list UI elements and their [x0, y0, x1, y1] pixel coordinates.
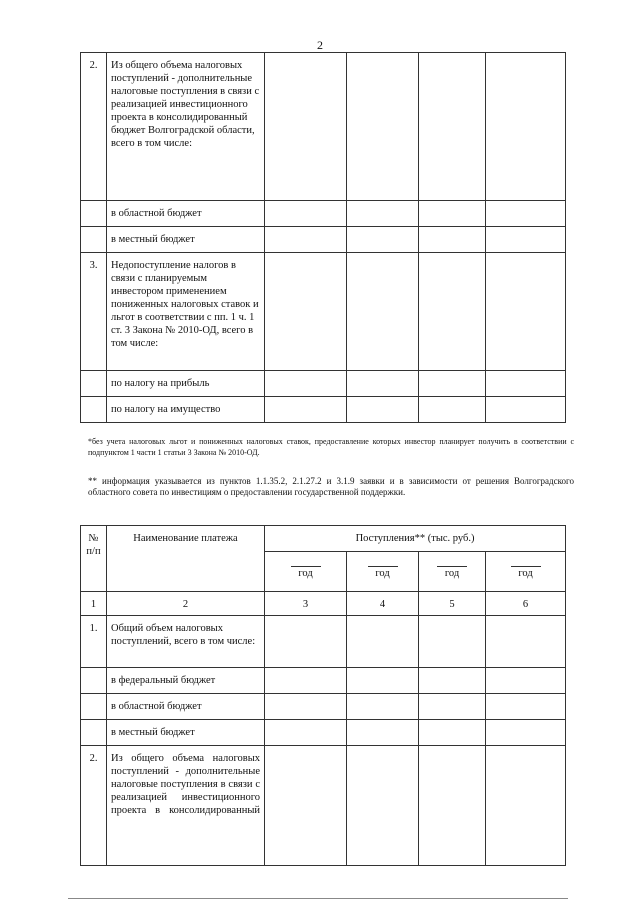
column-number: 4 — [347, 592, 419, 616]
row-label: в областной бюджет — [107, 694, 265, 720]
cell — [265, 53, 347, 201]
cell — [347, 668, 419, 694]
table-row — [81, 694, 566, 720]
table-row — [81, 201, 566, 227]
page-bottom-divider — [68, 898, 568, 899]
row-number — [81, 227, 107, 253]
column-number: 1 — [81, 592, 107, 616]
cell — [265, 201, 347, 227]
cell — [265, 720, 347, 746]
cell — [347, 201, 419, 227]
cell — [486, 53, 566, 201]
cell — [347, 746, 419, 866]
footnote-info-source: ** информация указывается из пунктов 1.1.35.2, 2.1.27.2 и 3.1.9 заявки и в зависимости от решения Волгоградского областного совета по инвестициям о предоставлении государственной поддержки. — [88, 476, 574, 497]
table-row — [81, 746, 566, 866]
column-number: 2 — [107, 592, 265, 616]
cell — [347, 616, 419, 668]
cell — [419, 253, 486, 371]
cell — [265, 397, 347, 423]
cell — [486, 227, 566, 253]
table-row — [81, 720, 566, 746]
cell — [347, 720, 419, 746]
cell — [419, 227, 486, 253]
cell — [347, 371, 419, 397]
row-label: по налогу на прибыль — [107, 371, 265, 397]
row-label: в местный бюджет — [107, 227, 265, 253]
table-row — [81, 668, 566, 694]
cell — [486, 616, 566, 668]
cell — [419, 694, 486, 720]
tax-payments-table — [80, 525, 566, 866]
cell — [419, 668, 486, 694]
column-number: 6 — [486, 592, 566, 616]
cell — [265, 371, 347, 397]
cell — [265, 668, 347, 694]
cell — [347, 253, 419, 371]
row-label: Недопоступление налогов в связи с планируемым инвестором применением пониженных налоговых ставок и льгот в соответствии с пп. 1 ч. 1 ст. 3 Закона № 2010-ОД, всего в том числе: — [107, 253, 265, 371]
header-year: год — [419, 552, 486, 592]
table-row — [81, 253, 566, 371]
cell — [419, 746, 486, 866]
tax-table-continued — [80, 52, 566, 423]
row-label: в областной бюджет — [107, 201, 265, 227]
header-year: год — [265, 552, 347, 592]
row-number — [81, 668, 107, 694]
row-number: 2. — [81, 53, 107, 201]
footnote-tax-benefits: *без учета налоговых льгот и пониженных налоговых ставок, предоставление которых инвестор планирует получить в соответствии с подпунктом 1 части 1 статьи 3 Закона № 2010-ОД. — [88, 437, 574, 457]
header-year: год — [486, 552, 566, 592]
cell — [265, 253, 347, 371]
cell — [265, 227, 347, 253]
table-row — [81, 53, 566, 201]
table-row — [81, 397, 566, 423]
cell — [486, 201, 566, 227]
table-row — [81, 227, 566, 253]
cell — [419, 616, 486, 668]
row-number: 1. — [81, 616, 107, 668]
row-number — [81, 694, 107, 720]
cell — [486, 253, 566, 371]
cell — [419, 397, 486, 423]
column-number-row — [81, 592, 566, 616]
row-number: 2. — [81, 746, 107, 866]
column-number: 3 — [265, 592, 347, 616]
row-label: по налогу на имущество — [107, 397, 265, 423]
row-label: в федеральный бюджет — [107, 668, 265, 694]
cell — [265, 694, 347, 720]
row-label: Из общего объема налоговых поступлений - дополнительные налоговые поступления в связи с реализацией инвестиционного проекта в консолидированный — [107, 746, 265, 866]
cell — [347, 694, 419, 720]
cell — [486, 694, 566, 720]
cell — [486, 397, 566, 423]
cell — [347, 53, 419, 201]
cell — [486, 720, 566, 746]
cell — [347, 227, 419, 253]
cell — [486, 668, 566, 694]
cell — [419, 371, 486, 397]
row-number — [81, 371, 107, 397]
row-label: в местный бюджет — [107, 720, 265, 746]
cell — [419, 720, 486, 746]
row-label: Общий объем налоговых поступлений, всего в том числе: — [107, 616, 265, 668]
row-label: Из общего объема налоговых поступлений - дополнительные налоговые поступления в связи с реализацией инвестиционного проекта в консолидированный бюджет Волгоградской области, всего в том числе: — [107, 53, 265, 201]
header-year: год — [347, 552, 419, 592]
column-number: 5 — [419, 592, 486, 616]
row-number — [81, 397, 107, 423]
cell — [419, 53, 486, 201]
cell — [265, 616, 347, 668]
cell — [265, 746, 347, 866]
table-row — [81, 371, 566, 397]
table-row — [81, 616, 566, 668]
header-payment-name: Наименование платежа — [107, 526, 265, 592]
cell — [486, 371, 566, 397]
row-number — [81, 720, 107, 746]
cell — [347, 397, 419, 423]
header-number: № п/п — [81, 526, 107, 592]
page-number: 2 — [317, 38, 323, 52]
row-number — [81, 201, 107, 227]
cell — [419, 201, 486, 227]
row-number: 3. — [81, 253, 107, 371]
cell — [486, 746, 566, 866]
table-header-row — [81, 526, 566, 552]
header-income: Поступления** (тыс. руб.) — [265, 526, 566, 552]
